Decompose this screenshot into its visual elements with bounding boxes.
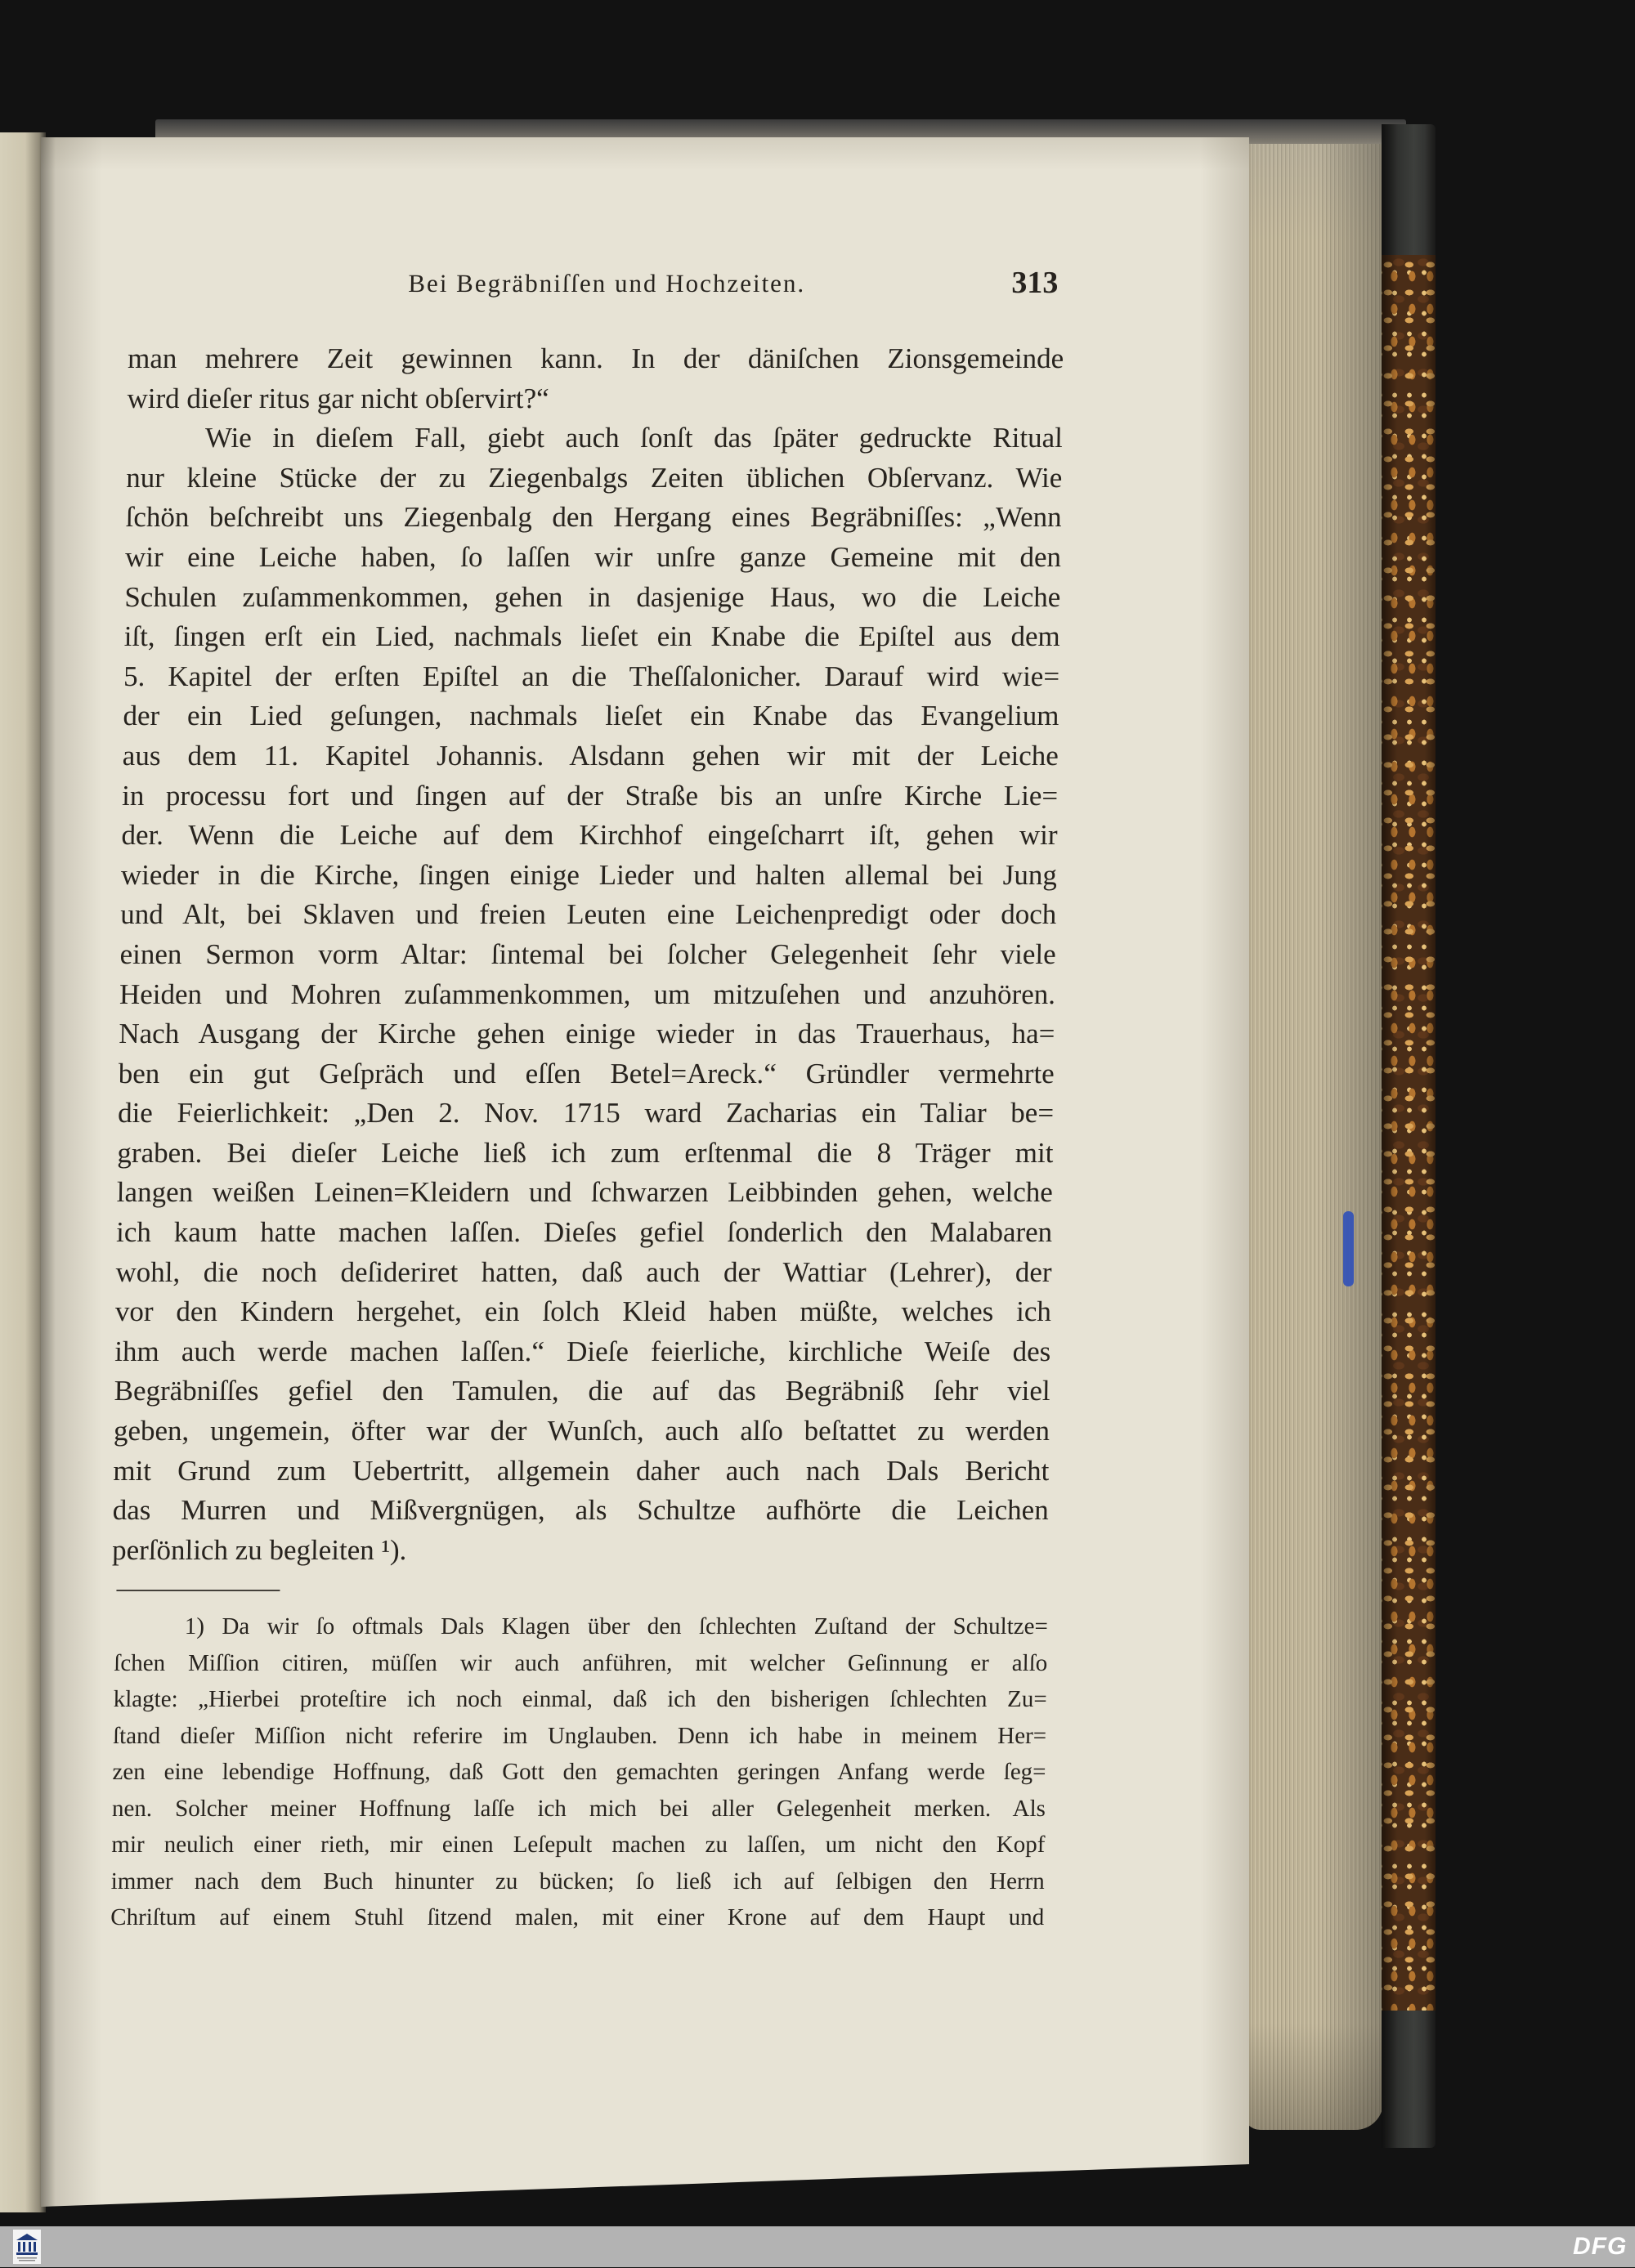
body-text-line: aus dem 11. Kapitel Johannis. Alsdann gehen wir mit der Leiche	[122, 739, 1059, 772]
body-text-line: einen Sermon vorm Altar: ſintemal bei ſolcher Gelegenheit ſehr viele	[119, 937, 1056, 970]
body-text-line: mit Grund zum Uebertritt, allgemein daher auch nach Dals Bericht	[113, 1454, 1050, 1487]
body-text-line: ſchön beſchreibt uns Ziegenbalg den Hergang eines Begräbniſſes: „Wenn	[125, 501, 1062, 534]
footnote-line: mir neulich einer rieth, mir einen Leſepult machen zu laſſen, um nicht den Kopf	[111, 1832, 1046, 1858]
body-text-line: der ein Lied geſungen, nachmals lieſet ein Knabe das Evangelium	[123, 700, 1059, 732]
body-text-line: wieder in die Kirche, ſingen einige Lieder und halten allemal bei Jung	[120, 858, 1058, 891]
body-text-line: Schulen zuſammenkommen, gehen in dasjenige Haus, wo die Leiche	[124, 580, 1061, 613]
cover-shading	[1382, 124, 1436, 2148]
body-text-line: perſönlich zu begleiten ¹).	[111, 1533, 407, 1566]
facing-page	[0, 132, 46, 2212]
body-text-line: Wie in dieſem Fall, giebt auch ſonſt das ſpäter gedruckte Ritual	[204, 422, 1064, 454]
body-text-line: in processu fort und ſingen auf der Straße bis an unſre Kirche Lie=	[121, 779, 1059, 812]
footnote-line: Chriſtum auf einem Stuhl ſitzend malen, mit einer Krone auf dem Haupt und	[110, 1904, 1045, 1930]
body-text-line: Heiden und Mohren zuſammenkommen, um mitzuſehen und anzuhören.	[119, 977, 1056, 1010]
footnote-line: immer nach dem Buch hinunter zu bücken; ſo ließ ich auf ſelbigen den Herrn	[110, 1868, 1046, 1894]
body-text-line: nur kleine Stücke der zu Ziegenbalgs Zeiten üblichen Obſervanz. Wie	[126, 461, 1063, 494]
body-text-line: man mehrere Zeit gewinnen kann. In der däniſchen Zionsgemeinde	[127, 342, 1064, 374]
body-text-line: langen weißen Leinen=Kleidern und ſchwarzen Leibbinden gehen, welche	[116, 1176, 1054, 1209]
footnote-separator	[116, 1590, 280, 1591]
body-text-line: das Murren und Mißvergnügen, als Schultze aufhörte die Leichen	[112, 1494, 1049, 1527]
footnote-line: ſchen Miſſion citiren, müſſen wir auch anführen, mit welcher Geſinnung er alſo	[114, 1649, 1048, 1676]
body-text-line: wohl, die noch deſideriret hatten, daß auch der Wattiar (Lehrer), der	[115, 1255, 1052, 1288]
body-text-line: vor den Kindern hergehet, ein ſolch Kleid haben müßte, welches ich	[114, 1295, 1052, 1328]
page-number: 313	[1011, 266, 1059, 300]
body-text-line: ben ein gut Geſpräch und eſſen Betel=Areck.“ Gründler vermehrte	[118, 1057, 1055, 1089]
body-text-line: graben. Bei dieſer Leiche ließ ich zum erſtenmal die 8 Träger mit	[117, 1136, 1054, 1169]
dfg-logo: DFG	[1573, 2233, 1628, 2260]
body-text	[112, 339, 1064, 1570]
blue-edge-mark	[1343, 1211, 1354, 1286]
book-cover	[1382, 124, 1436, 2148]
viewer-bottom-bar	[0, 2226, 1635, 2267]
body-text-line: iſt, ſingen erſt ein Lied, nachmals lieſet ein Knabe die Epiſtel aus dem	[123, 620, 1060, 653]
body-text-line: Nach Ausgang der Kirche gehen einige wieder in das Trauerhaus, ha=	[119, 1018, 1055, 1050]
body-text-line: und Alt, bei Sklaven und freien Leuten eine Leichenpredigt oder doch	[120, 898, 1057, 931]
body-text-line: ich kaum hatte machen laſſen. Dieſes gefiel ſonderlich den Malabaren	[115, 1216, 1053, 1249]
footnote-line: ſtand dieſer Miſſion nicht referire im Unglauben. Denn ich habe in meinem Her=	[112, 1722, 1047, 1749]
body-text-line: die Feierlichkeit: „Den 2. Nov. 1715 ward Zacharias ein Taliar be=	[117, 1097, 1055, 1130]
body-text-line: geben, ungemein, öfter war der Wunſch, auch alſo beſtattet zu werden	[113, 1415, 1050, 1447]
body-text-line: wird dieſer ritus gar nicht obſervirt?“	[127, 382, 549, 414]
page-text	[92, 245, 1079, 1953]
body-text-line: 5. Kapitel der erſten Epiſtel an die Theſſalonicher. Darauf wird wie=	[123, 660, 1060, 692]
body-text-line: wir eine Leiche haben, ſo laſſen wir unſre ganze Gemeine mit den	[124, 540, 1062, 573]
footnote	[110, 1608, 1048, 1936]
footnote-line: nen. Solcher meiner Hoffnung laſſe ich mich bei aller Gelegenheit merken. Als	[111, 1795, 1046, 1822]
footnote-line: 1) Da wir ſo oftmals Dals Klagen über den ſchlechten Zuſtand der Schultze=	[184, 1613, 1049, 1639]
running-head: Bei Begräbniſſen und Hochzeiten.	[408, 269, 806, 297]
library-logo-icon	[13, 2230, 41, 2264]
footnote-line: klagte: „Hierbei proteſtire ich noch einmal, daß ich den bisherigen ſchlechten Zu=	[113, 1686, 1047, 1712]
footnote-line: zen eine lebendige Hoffnung, daß Gott den gemachten geringen Anfang werde ſeg=	[112, 1759, 1046, 1785]
body-text-line: der. Wenn die Leiche auf dem Kirchhof eingeſcharrt iſt, gehen wir	[121, 819, 1058, 852]
page-block-edges	[1243, 144, 1383, 2130]
body-text-line: Begräbniſſes gefiel den Tamulen, die auf das Begräbniß ſehr viel	[114, 1375, 1050, 1407]
body-text-line: ihm auch werde machen laſſen.“ Dieſe feierliche, kirchliche Weiſe des	[114, 1335, 1051, 1367]
